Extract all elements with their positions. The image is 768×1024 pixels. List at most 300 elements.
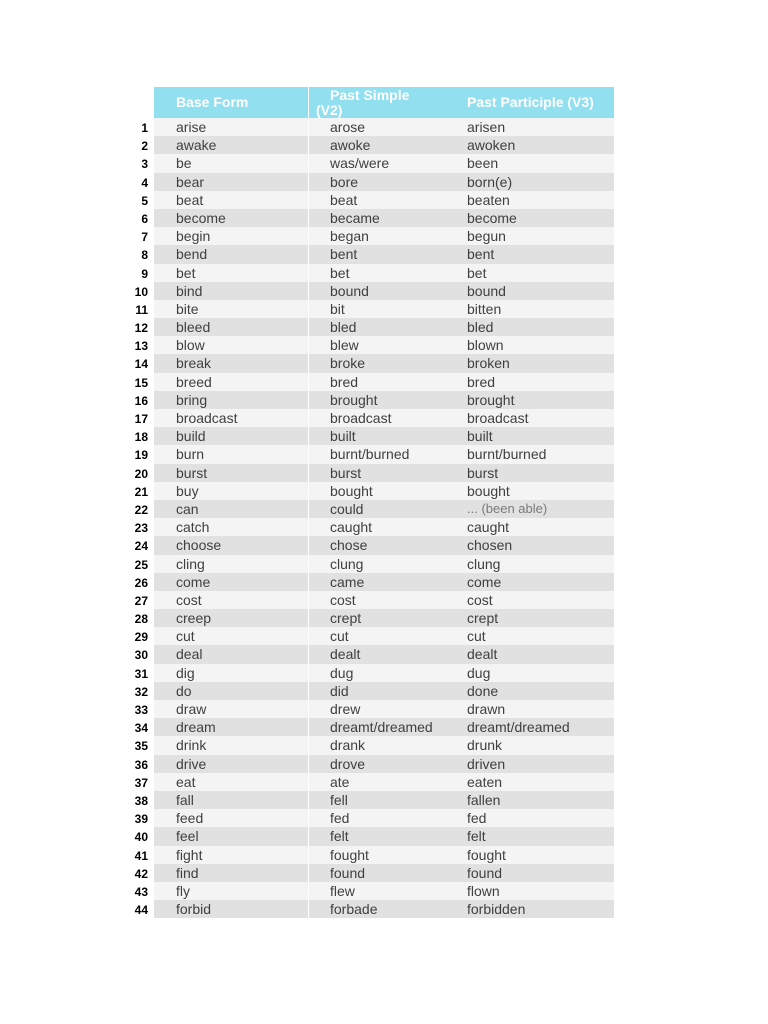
row-number: 35	[134, 739, 148, 754]
table-row	[128, 518, 614, 536]
base-form-cell: broadcast	[176, 410, 238, 426]
table-row	[128, 154, 614, 172]
past-simple-cell: flew	[330, 882, 355, 899]
past-participle-cell: dreamt/dreamed	[467, 719, 570, 736]
base-form-cell: burn	[176, 446, 205, 463]
table-row	[128, 464, 614, 482]
base-form-cell: bleed	[176, 319, 211, 336]
past-participle-cell: forbidden	[467, 901, 526, 918]
past-participle-cell: drawn	[467, 701, 506, 717]
column-divider	[308, 627, 309, 645]
base-form-cell: dream	[176, 719, 216, 736]
past-participle-cell: cut	[467, 628, 486, 645]
column-divider	[308, 136, 309, 154]
past-simple-cell: dealt	[330, 646, 361, 663]
past-simple-cell: bent	[330, 246, 358, 263]
table-row	[128, 409, 614, 427]
past-simple-cell: bit	[330, 300, 345, 317]
row-number: 11	[135, 302, 148, 317]
past-participle-cell: cost	[467, 591, 493, 608]
column-divider	[308, 173, 309, 191]
row-band	[154, 427, 614, 445]
past-simple-cell: broadcast	[330, 410, 392, 426]
base-form-cell: cut	[176, 628, 195, 645]
table-row	[128, 791, 614, 809]
column-divider	[308, 391, 309, 409]
past-simple-cell: was/were	[330, 155, 390, 172]
table-row	[128, 682, 614, 700]
column-divider	[308, 573, 309, 591]
base-form-cell: eat	[176, 773, 196, 790]
past-participle-cell: brought	[467, 391, 515, 408]
row-number: 5	[141, 193, 148, 208]
base-form-cell: bite	[176, 300, 199, 317]
base-form-cell: drink	[176, 737, 207, 754]
base-form-cell: forbid	[176, 901, 212, 918]
past-simple-cell: cost	[330, 591, 356, 608]
header-past-participle: Past Participle (V3)	[467, 94, 594, 110]
row-number: 39	[134, 812, 148, 827]
base-form-cell: catch	[176, 519, 210, 536]
row-band	[154, 173, 614, 191]
column-divider	[308, 809, 309, 827]
past-participle-cell: crept	[467, 610, 499, 627]
past-participle-cell: dug	[467, 664, 491, 681]
row-number: 21	[134, 484, 148, 499]
column-divider	[308, 282, 309, 300]
past-participle-cell: eaten	[467, 773, 503, 790]
past-participle-cell: become	[467, 209, 517, 226]
column-divider	[308, 682, 309, 700]
past-participle-cell: broadcast	[467, 410, 529, 426]
base-form-cell: draw	[176, 701, 207, 717]
row-band	[154, 700, 614, 718]
table-row	[128, 264, 614, 282]
base-form-cell: burst	[176, 464, 208, 481]
base-form-cell: bring	[176, 391, 208, 408]
table-row	[128, 445, 614, 463]
past-participle-cell: awoken	[467, 137, 516, 154]
base-form-cell: beat	[176, 191, 204, 208]
row-number: 9	[141, 266, 148, 281]
column-divider	[308, 427, 309, 445]
column-divider	[308, 409, 309, 427]
column-divider	[308, 118, 309, 136]
past-simple-cell: built	[330, 428, 356, 445]
table-row	[128, 245, 614, 263]
base-form-cell: fall	[176, 791, 194, 808]
header-past-simple	[310, 87, 420, 118]
row-number: 26	[134, 575, 148, 590]
past-participle-cell: found	[467, 864, 503, 881]
row-band	[154, 282, 614, 300]
base-form-cell: cling	[176, 555, 205, 572]
base-form-cell: do	[176, 682, 192, 699]
table-row	[128, 555, 614, 573]
row-band	[154, 500, 614, 518]
past-participle-cell: bound	[467, 282, 506, 299]
table-row	[128, 300, 614, 318]
past-participle-cell: built	[467, 428, 493, 445]
table-row	[128, 645, 614, 663]
base-form-cell: break	[176, 355, 212, 372]
row-band	[154, 300, 614, 318]
row-number: 19	[134, 448, 148, 463]
table-header	[154, 87, 614, 118]
table-row	[128, 427, 614, 445]
base-form-cell: bet	[176, 264, 196, 281]
column-divider	[308, 336, 309, 354]
column-divider	[308, 591, 309, 609]
row-number: 14	[134, 357, 148, 372]
column-divider	[308, 718, 309, 736]
column-divider	[308, 227, 309, 245]
row-band	[154, 154, 614, 172]
row-band	[154, 409, 614, 427]
column-divider	[308, 536, 309, 554]
base-form-cell: bind	[176, 282, 203, 299]
past-participle-cell: fought	[467, 846, 506, 863]
row-number: 42	[134, 866, 148, 881]
header-past-simple-line1: Past Simple	[330, 87, 410, 103]
row-number: 36	[134, 757, 148, 772]
row-band	[154, 227, 614, 245]
row-band	[154, 609, 614, 627]
past-simple-cell: fought	[330, 846, 369, 863]
column-divider	[308, 846, 309, 864]
table-row	[128, 318, 614, 336]
base-form-cell: drive	[176, 755, 207, 772]
base-form-cell: deal	[176, 646, 203, 663]
row-band	[154, 373, 614, 391]
row-number: 2	[141, 139, 148, 154]
row-band	[154, 791, 614, 809]
past-participle-cell: beaten	[467, 191, 510, 208]
base-form-cell: dig	[176, 664, 195, 681]
row-number: 6	[141, 211, 148, 226]
table-row	[128, 827, 614, 845]
row-number: 32	[134, 684, 148, 699]
table-row	[128, 718, 614, 736]
past-simple-cell: bet	[330, 264, 350, 281]
past-participle-cell: arisen	[467, 119, 506, 135]
past-simple-cell: crept	[330, 610, 362, 627]
column-divider	[308, 445, 309, 463]
row-band	[154, 336, 614, 354]
base-form-cell: feed	[176, 810, 204, 827]
column-divider	[308, 154, 309, 172]
past-participle-cell: drunk	[467, 737, 503, 754]
row-band	[154, 682, 614, 700]
table-row	[128, 900, 614, 918]
table-row	[128, 864, 614, 882]
base-form-cell: fly	[176, 882, 190, 899]
column-divider	[308, 87, 309, 118]
table-row	[128, 136, 614, 154]
past-simple-cell: dug	[330, 664, 354, 681]
base-form-cell: come	[176, 573, 211, 590]
past-participle-cell: fed	[467, 810, 487, 827]
past-simple-cell: forbade	[330, 901, 378, 918]
past-simple-cell: blew	[330, 337, 359, 354]
row-band	[154, 245, 614, 263]
row-number: 13	[134, 339, 148, 354]
row-band	[154, 882, 614, 900]
table-row	[128, 773, 614, 791]
past-participle-cell: broken	[467, 355, 510, 372]
row-number: 37	[134, 775, 148, 790]
row-band	[154, 264, 614, 282]
table-row	[128, 609, 614, 627]
row-number: 33	[134, 703, 148, 717]
row-band	[154, 391, 614, 409]
past-participle-cell: driven	[467, 755, 506, 772]
table-row	[128, 664, 614, 682]
past-simple-cell: burst	[330, 464, 362, 481]
base-form-cell: be	[176, 155, 192, 172]
past-participle-cell: fallen	[467, 791, 501, 808]
row-number: 41	[134, 848, 148, 863]
past-participle-cell: come	[467, 573, 502, 590]
row-number: 12	[134, 321, 148, 336]
past-simple-cell: bore	[330, 173, 359, 190]
row-band	[154, 536, 614, 554]
column-divider	[308, 464, 309, 482]
table-row	[128, 500, 614, 518]
table-row	[128, 354, 614, 372]
column-divider	[308, 827, 309, 845]
row-band	[154, 645, 614, 663]
column-divider	[308, 755, 309, 773]
column-divider	[308, 354, 309, 372]
past-participle-cell: caught	[467, 519, 510, 536]
past-simple-cell: became	[330, 209, 380, 226]
row-number: 3	[141, 157, 148, 172]
row-band	[154, 664, 614, 682]
row-band	[154, 445, 614, 463]
row-band	[154, 573, 614, 591]
row-band	[154, 827, 614, 845]
past-participle-cell: burst	[467, 464, 499, 481]
past-participle-cell: bought	[467, 482, 510, 499]
row-number: 22	[134, 502, 148, 517]
past-simple-cell: arose	[330, 119, 366, 135]
past-simple-cell: awoke	[330, 137, 371, 154]
past-simple-cell: felt	[330, 828, 349, 845]
past-participle-cell: ... (been able)	[467, 500, 548, 516]
column-divider	[308, 736, 309, 754]
base-form-cell: creep	[176, 610, 212, 627]
table-row	[128, 755, 614, 773]
column-divider	[308, 900, 309, 918]
row-number: 27	[134, 593, 148, 608]
table-row	[128, 191, 614, 209]
base-form-cell: buy	[176, 482, 199, 499]
row-number: 18	[134, 430, 148, 445]
past-participle-cell: done	[467, 682, 499, 699]
column-divider	[308, 773, 309, 791]
row-band	[154, 755, 614, 773]
row-band	[154, 773, 614, 791]
past-simple-cell: brought	[330, 391, 378, 408]
row-number: 25	[134, 557, 148, 572]
row-number: 29	[134, 630, 148, 645]
row-band	[154, 318, 614, 336]
past-simple-cell: fell	[330, 791, 348, 808]
base-form-cell: choose	[176, 537, 222, 554]
row-band	[154, 518, 614, 536]
base-form-cell: awake	[176, 137, 217, 154]
past-participle-cell: bent	[467, 246, 495, 263]
column-divider	[308, 318, 309, 336]
column-divider	[308, 645, 309, 663]
column-divider	[308, 191, 309, 209]
table-row	[128, 282, 614, 300]
column-divider	[308, 264, 309, 282]
row-number: 38	[134, 793, 148, 808]
table-row	[128, 391, 614, 409]
past-participle-cell: bet	[467, 264, 487, 281]
base-form-cell: fight	[176, 846, 203, 863]
column-divider	[308, 664, 309, 682]
table-row	[128, 118, 614, 136]
header-base-form: Base Form	[176, 94, 249, 110]
row-number: 44	[134, 903, 148, 918]
table-row	[128, 882, 614, 900]
column-divider	[308, 373, 309, 391]
past-simple-cell: burnt/burned	[330, 446, 410, 463]
past-participle-cell: been	[467, 155, 499, 172]
past-simple-cell: drew	[330, 701, 361, 717]
past-participle-cell: felt	[467, 828, 486, 845]
row-band	[154, 809, 614, 827]
past-simple-cell: bought	[330, 482, 373, 499]
column-divider	[308, 555, 309, 573]
base-form-cell: feel	[176, 828, 199, 845]
past-simple-cell: came	[330, 573, 365, 590]
row-band	[154, 736, 614, 754]
row-number: 1	[141, 121, 148, 135]
table-row	[128, 809, 614, 827]
row-number: 23	[134, 521, 148, 536]
past-participle-cell: bitten	[467, 300, 502, 317]
table-row	[128, 846, 614, 864]
row-number: 16	[134, 393, 148, 408]
row-band	[154, 591, 614, 609]
row-band	[154, 482, 614, 500]
past-simple-cell: caught	[330, 519, 373, 536]
column-divider	[308, 209, 309, 227]
table-row	[128, 736, 614, 754]
past-simple-cell: drove	[330, 755, 366, 772]
row-band	[154, 555, 614, 573]
row-band	[154, 864, 614, 882]
row-number: 34	[134, 721, 148, 736]
past-participle-cell: begun	[467, 228, 506, 245]
base-form-cell: bear	[176, 173, 205, 190]
past-simple-cell: fed	[330, 810, 350, 827]
past-simple-cell: ate	[330, 773, 350, 790]
column-divider	[308, 300, 309, 318]
past-simple-cell: clung	[330, 555, 364, 572]
row-band	[154, 900, 614, 918]
row-number: 43	[134, 884, 148, 899]
row-number: 40	[134, 830, 148, 845]
table-row	[128, 536, 614, 554]
row-band	[154, 464, 614, 482]
past-participle-cell: burnt/burned	[467, 446, 547, 463]
past-simple-cell: bound	[330, 282, 369, 299]
table-row	[128, 336, 614, 354]
row-number: 15	[134, 375, 148, 390]
column-divider	[308, 245, 309, 263]
past-participle-cell: chosen	[467, 537, 513, 554]
base-form-cell: become	[176, 209, 226, 226]
row-number: 7	[141, 230, 148, 245]
base-form-cell: can	[176, 500, 199, 517]
row-band	[154, 354, 614, 372]
row-number: 17	[134, 412, 148, 426]
row-band	[154, 627, 614, 645]
past-simple-cell: cut	[330, 628, 349, 645]
past-participle-cell: flown	[467, 882, 500, 899]
row-number: 10	[134, 284, 148, 299]
past-simple-cell: did	[330, 682, 349, 699]
row-band	[154, 209, 614, 227]
base-form-cell: begin	[176, 228, 211, 245]
table-row	[128, 227, 614, 245]
row-number: 28	[134, 612, 148, 627]
column-divider	[308, 500, 309, 518]
row-number: 24	[134, 539, 148, 554]
column-divider	[308, 482, 309, 500]
past-participle-cell: bled	[467, 319, 494, 336]
row-number: 4	[141, 175, 148, 190]
past-simple-cell: bred	[330, 373, 359, 390]
table-row	[128, 700, 614, 718]
past-participle-cell: dealt	[467, 646, 498, 663]
base-form-cell: arise	[176, 119, 207, 135]
past-simple-cell: began	[330, 228, 369, 245]
base-form-cell: bend	[176, 246, 208, 263]
row-number: 30	[134, 648, 148, 663]
table-row	[128, 591, 614, 609]
past-simple-cell: chose	[330, 537, 368, 554]
table-row	[128, 373, 614, 391]
table-row	[128, 209, 614, 227]
base-form-cell: find	[176, 864, 199, 881]
row-number: 8	[141, 248, 148, 263]
past-simple-cell: beat	[330, 191, 358, 208]
column-divider	[308, 518, 309, 536]
past-participle-cell: clung	[467, 555, 501, 572]
past-simple-cell: bled	[330, 319, 357, 336]
base-form-cell: breed	[176, 373, 212, 390]
past-simple-cell: dreamt/dreamed	[330, 719, 433, 736]
row-band	[154, 718, 614, 736]
past-simple-cell: broke	[330, 355, 366, 372]
past-simple-cell: drank	[330, 737, 366, 754]
column-divider	[308, 864, 309, 882]
table-row	[128, 627, 614, 645]
row-band	[154, 136, 614, 154]
row-number: 20	[134, 466, 148, 481]
past-simple-cell: found	[330, 864, 366, 881]
column-divider	[308, 791, 309, 809]
row-number: 31	[134, 666, 148, 681]
header-past-simple-line2: (V2)	[316, 102, 343, 118]
base-form-cell: cost	[176, 591, 202, 608]
